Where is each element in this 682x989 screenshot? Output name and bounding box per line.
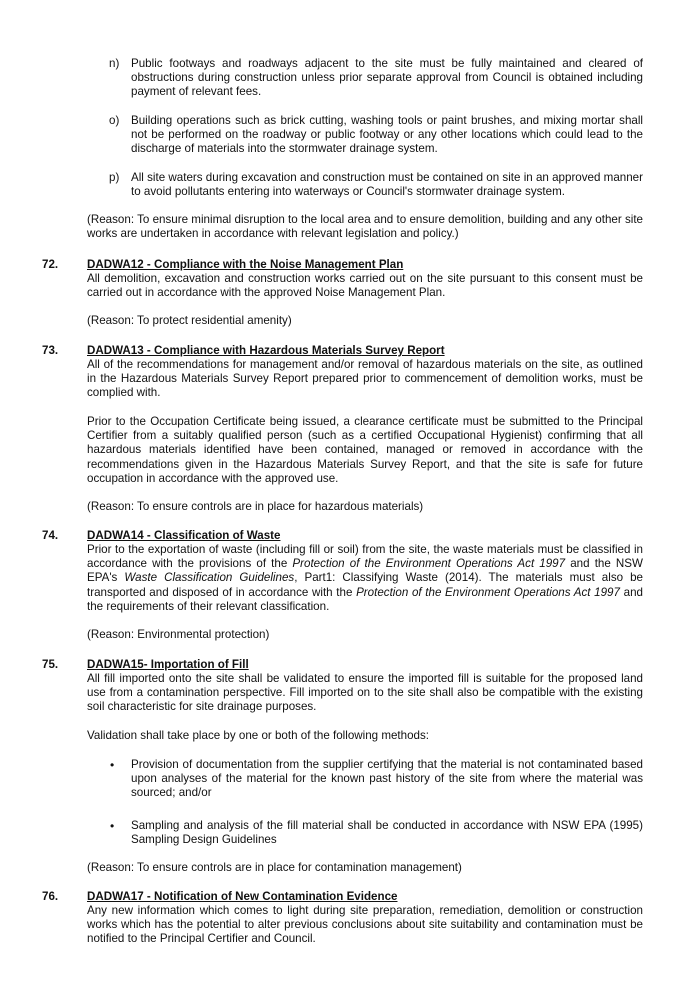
reason-text: (Reason: To ensure controls are in place for hazardous materials) [87, 500, 424, 513]
condition-number: 72. [42, 258, 59, 271]
list-text: Public footways and roadways adjacent to the site must be fully maintained and cleared of obstructions during construction unless prior separate approval from Council is obtained including payment of relevant fees. [131, 57, 643, 99]
reason-text: (Reason: To protect residential amenity) [87, 314, 292, 327]
condition-text: All fill imported onto the site shall be validated to ensure the imported fill is suitable for the proposed land use from a contamination perspective. Fill imported on to the site shall also be compatible with the existing soil characteristic for site drainage purposes. [87, 672, 643, 714]
condition-heading: DADWA17 - Notification of New Contamination Evidence [87, 890, 398, 903]
condition-heading: DADWA14 - Classification of Waste [87, 529, 281, 542]
condition-text: Any new information which comes to light during site preparation, remediation, demolition or construction works which has the potential to alter previous conclusions about site suitability and contamination must be notified to the Principal Certifier and Council. [87, 904, 643, 946]
list-label: p) [109, 171, 120, 184]
reason-text: (Reason: To ensure minimal disruption to the local area and to ensure demolition, building and any other site works are undertaken in accordance with relevant legislation and policy.) [87, 213, 643, 241]
condition-text: Prior to the exportation of waste (including fill or soil) from the site, the waste materials must be classified in accordance with the provisions of the Protection of the Environment Operations Act 1997 and the NSW EPA's Waste Classification Guidelines, Part1: Classifying Waste (2014). The materials must also be transported and disposed of in accordance with the Protection of the Environment Operations Act 1997 and the requirements of their relevant classification. [87, 543, 643, 613]
list-label: o) [109, 114, 120, 127]
bullet-item [110, 819, 643, 847]
bullet-icon: • [110, 819, 115, 833]
condition-paragraph: Prior to the Occupation Certificate being issued, a clearance certificate must be submitted to the Principal Certifier from a suitably qualified person (such as a certified Occupational Hygienist) confirming that all hazardous materials identified have been contained, managed or removed in accordance with the recommendations given in the Hazardous Materials Survey Report, and that the site is safe for future occupation in accordance with the approved use. [87, 415, 643, 485]
bullet-item [110, 758, 643, 801]
bullet-text: Sampling and analysis of the fill material shall be conducted in accordance with NSW EPA (1995) Sampling Design Guidelines [131, 819, 643, 847]
list-label: n) [109, 57, 120, 70]
list-text: Building operations such as brick cutting, washing tools or paint brushes, and mixing mortar shall not be performed on the roadway or public footway or any other locations which could lead to the discharge of materials into the stormwater drainage system. [131, 114, 643, 156]
condition-intro: Validation shall take place by one or both of the following methods: [87, 729, 430, 742]
bullet-text: Provision of documentation from the supplier certifying that the material is not contaminated based upon analyses of the material for the known past history of the site from where the material was sourced; and/or [131, 758, 643, 800]
list-item-n [109, 57, 643, 100]
condition-number: 76. [42, 890, 59, 903]
condition-text: All of the recommendations for management and/or removal of hazardous materials on the site, as outlined in the Hazardous Materials Survey Report prepared prior to commencement of demolition works, must be complied with. [87, 358, 643, 400]
condition-number: 74. [42, 529, 59, 542]
list-text: All site waters during excavation and construction must be contained on site in an approved manner to avoid pollutants entering into waterways or Council's stormwater drainage system. [131, 171, 643, 199]
bullet-icon: • [110, 758, 115, 772]
reason-text: (Reason: To ensure controls are in place for contamination management) [87, 861, 462, 874]
condition-text: All demolition, excavation and construction works carried out on the site pursuant to this consent must be carried out in accordance with the approved Noise Management Plan. [87, 272, 643, 300]
condition-heading: DADWA13 - Compliance with Hazardous Materials Survey Report [87, 344, 445, 357]
condition-heading: DADWA15- Importation of Fill [87, 658, 249, 671]
act-title: Protection of the Environment Operations Act 1997 [292, 557, 566, 571]
condition-heading: DADWA12 - Compliance with the Noise Management Plan [87, 258, 404, 271]
guideline-title: Waste Classification Guidelines [124, 571, 295, 585]
list-item-o [109, 114, 643, 157]
act-title: Protection of the Environment Operations Act 1997 [356, 585, 620, 599]
list-item-p [109, 171, 643, 199]
reason-text: (Reason: Environmental protection) [87, 628, 270, 641]
condition-number: 73. [42, 344, 59, 357]
condition-number: 75. [42, 658, 59, 671]
